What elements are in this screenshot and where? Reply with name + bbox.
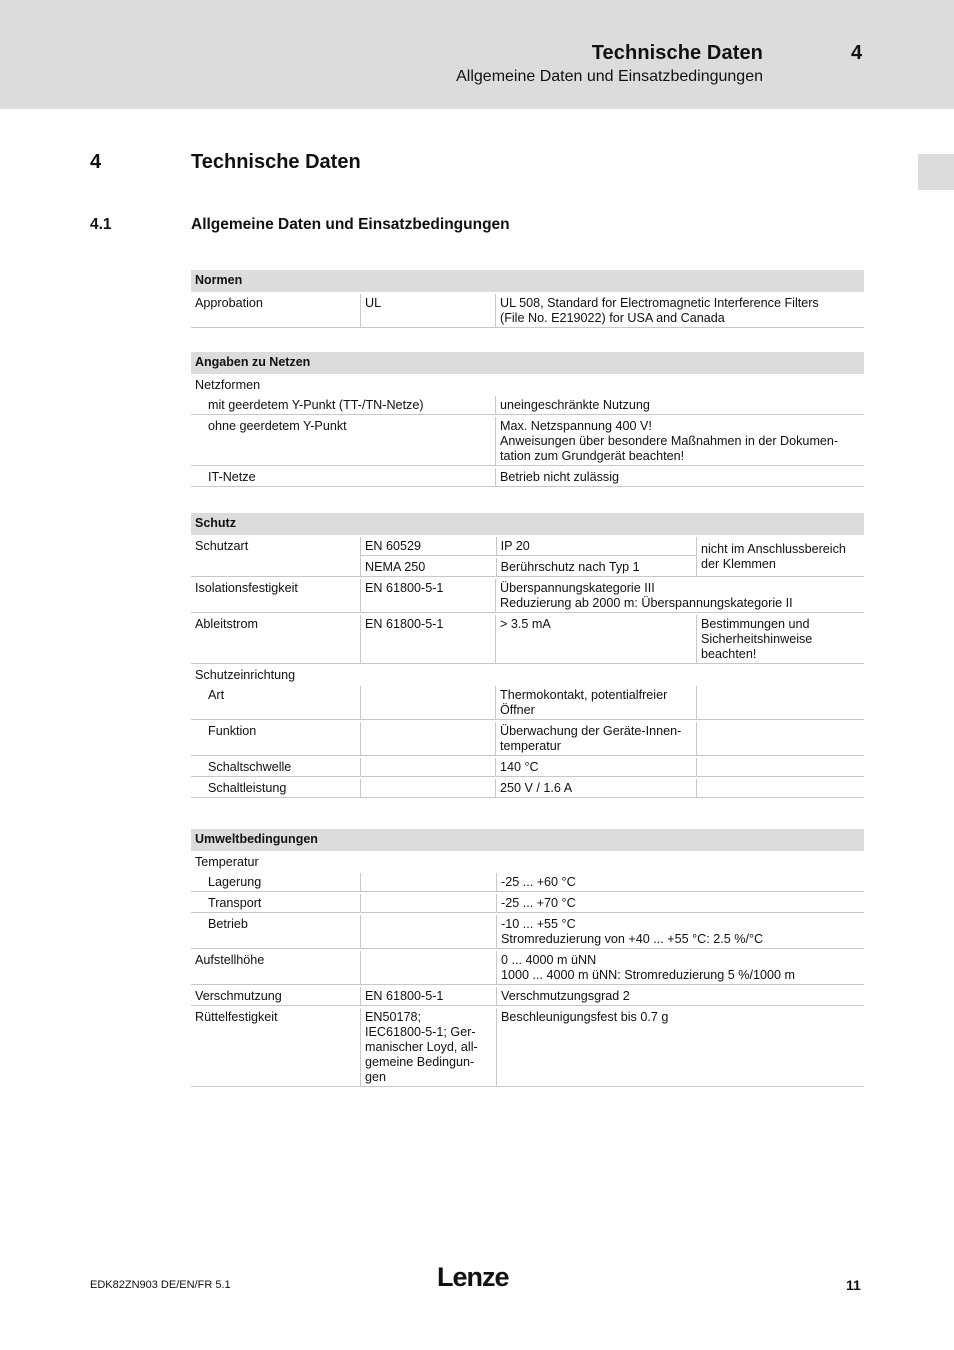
table-row — [191, 468, 864, 487]
row-label: Approbation — [195, 296, 263, 310]
row-value — [495, 579, 864, 612]
chapter-tab-marker — [918, 154, 954, 190]
row-label: Ableitstrom — [195, 617, 258, 631]
row-label: Verschmutzung — [195, 989, 282, 1003]
row-label: Temperatur — [195, 855, 259, 869]
table-normen — [191, 270, 864, 328]
row-label: Rüttelfestigkeit — [195, 1010, 278, 1024]
value-line: Max. Netzspannung 400 V! — [500, 419, 652, 433]
row-label: Isolationsfestigkeit — [195, 581, 298, 595]
row-standard: NEMA 250 — [365, 560, 426, 574]
table-row — [191, 666, 864, 684]
row-value — [495, 417, 864, 465]
page-number: 11 — [846, 1277, 861, 1293]
heading1-title: Technische Daten — [191, 151, 361, 173]
heading2-title: Allgemeine Daten und Einsatzbedingungen — [191, 216, 510, 233]
value-line: Überspannungskategorie III — [500, 581, 655, 595]
section-header: Schutz — [191, 513, 864, 535]
value-line: Reduzierung ab 2000 m: Überspannungskategorie II — [500, 596, 793, 610]
table-row — [191, 294, 864, 328]
table-row — [191, 396, 864, 415]
table-row — [191, 894, 864, 913]
value-line: Anweisungen über besondere Maßnahmen in der Dokumen- — [500, 434, 839, 448]
section-header: Umweltbedingungen — [191, 829, 864, 851]
table-row — [191, 779, 864, 798]
table-row — [191, 722, 864, 756]
row-value: Verschmutzungsgrad 2 — [496, 987, 864, 1005]
value-line: Thermokontakt, potentialfreier — [500, 688, 668, 702]
row-note — [696, 615, 864, 663]
lenze-logo: Lenze — [437, 1262, 509, 1292]
value-line: 0 ... 4000 m üNN — [501, 953, 597, 967]
row-label: IT-Netze — [208, 470, 256, 484]
row-value — [495, 686, 696, 719]
value-line: temperatur — [500, 739, 561, 753]
table-netze — [191, 352, 864, 487]
row-value — [496, 951, 864, 984]
row-value: uneingeschränkte Nutzung — [495, 396, 864, 414]
row-value — [495, 722, 696, 755]
table-schutz — [191, 513, 864, 798]
note-line: Bestimmungen und — [701, 617, 810, 631]
row-label: Art — [208, 688, 225, 702]
note-line: der Klemmen — [701, 557, 776, 571]
row-value: IP 20 — [496, 537, 696, 555]
value-line: (File No. E219022) for USA and Canada — [500, 311, 725, 325]
heading2-number: 4.1 — [90, 216, 112, 233]
row-label: Aufstellhöhe — [195, 953, 265, 967]
row-value: -25 ... +60 °C — [496, 873, 864, 891]
table-row — [191, 537, 864, 577]
standard-line: IEC61800-5-1; Ger- — [365, 1025, 476, 1039]
row-standard: EN 61800-5-1 — [360, 579, 495, 612]
row-value: Beschleunigungsfest bis 0.7 g — [496, 1008, 864, 1086]
value-line: Überwachung der Geräte-Innen- — [500, 724, 682, 738]
standard-line: manischer Loyd, all- — [365, 1040, 478, 1054]
table-row — [191, 853, 864, 871]
value-line: Stromreduzierung von +40 ... +55 °C: 2.5 %/°C — [501, 932, 764, 946]
row-standard: EN 61800-5-1 — [360, 615, 495, 663]
note-line: nicht im Anschlussbereich — [701, 542, 846, 556]
row-label: mit geerdetem Y-Punkt (TT-/TN-Netze) — [208, 398, 424, 412]
heading1-number: 4 — [90, 151, 102, 173]
value-line: -10 ... +55 °C — [501, 917, 576, 931]
header-chapter-number: 4 — [851, 42, 863, 64]
standard-line: gen — [365, 1070, 387, 1084]
row-value: Berührschutz nach Typ 1 — [496, 558, 696, 576]
row-label: Schutzeinrichtung — [195, 668, 296, 682]
row-value: Betrieb nicht zulässig — [495, 468, 864, 486]
row-value — [496, 915, 864, 948]
row-value: 140 °C — [495, 758, 696, 776]
row-label: Netzformen — [195, 378, 261, 392]
row-value: 250 V / 1.6 A — [495, 779, 696, 797]
row-standard: EN 60529 — [365, 539, 422, 553]
table-row — [191, 686, 864, 720]
row-label: ohne geerdetem Y-Punkt — [208, 419, 347, 433]
row-label: Schaltleistung — [208, 781, 287, 795]
row-value: > 3.5 mA — [495, 615, 696, 663]
row-note — [696, 537, 864, 576]
table-row — [191, 615, 864, 664]
value-line: tation zum Grundgerät beachten! — [500, 449, 685, 463]
value-line: UL 508, Standard for Electromagnetic Interference Filters — [500, 296, 819, 310]
row-standard — [360, 1008, 496, 1086]
header-subtitle: Allgemeine Daten und Einsatzbedingungen — [456, 68, 763, 85]
table-row — [191, 873, 864, 892]
row-value: -25 ... +70 °C — [496, 894, 864, 912]
table-row — [191, 376, 864, 394]
table-row — [191, 951, 864, 985]
row-standard: EN 61800-5-1 — [360, 987, 496, 1005]
row-label: Lagerung — [208, 875, 262, 889]
table-row — [191, 915, 864, 949]
table-row — [191, 758, 864, 777]
standard-line: gemeine Bedingun- — [365, 1055, 475, 1069]
note-line: beachten! — [701, 647, 757, 661]
row-label: Schaltschwelle — [208, 760, 292, 774]
note-line: Sicherheitshinweise — [701, 632, 813, 646]
table-row — [191, 579, 864, 613]
row-label: Funktion — [208, 724, 257, 738]
value-line: 1000 ... 4000 m üNN: Stromreduzierung 5 %/1000 m — [501, 968, 796, 982]
row-label: Transport — [208, 896, 262, 910]
footer-document-id: EDK82ZN903 DE/EN/FR 5.1 — [90, 1279, 231, 1291]
row-label: Betrieb — [208, 917, 248, 931]
table-row — [191, 417, 864, 466]
table-umwelt — [191, 829, 864, 1087]
row-label: Schutzart — [195, 539, 249, 553]
value-line: Öffner — [500, 703, 535, 717]
section-header: Normen — [191, 270, 864, 292]
header-title: Technische Daten — [591, 42, 763, 64]
standard-line: EN50178; — [365, 1010, 422, 1024]
section-header: Angaben zu Netzen — [191, 352, 864, 374]
row-value — [495, 294, 864, 327]
page-header — [0, 0, 954, 109]
table-row — [191, 987, 864, 1006]
row-standard: UL — [360, 294, 495, 327]
table-row — [191, 1008, 864, 1087]
